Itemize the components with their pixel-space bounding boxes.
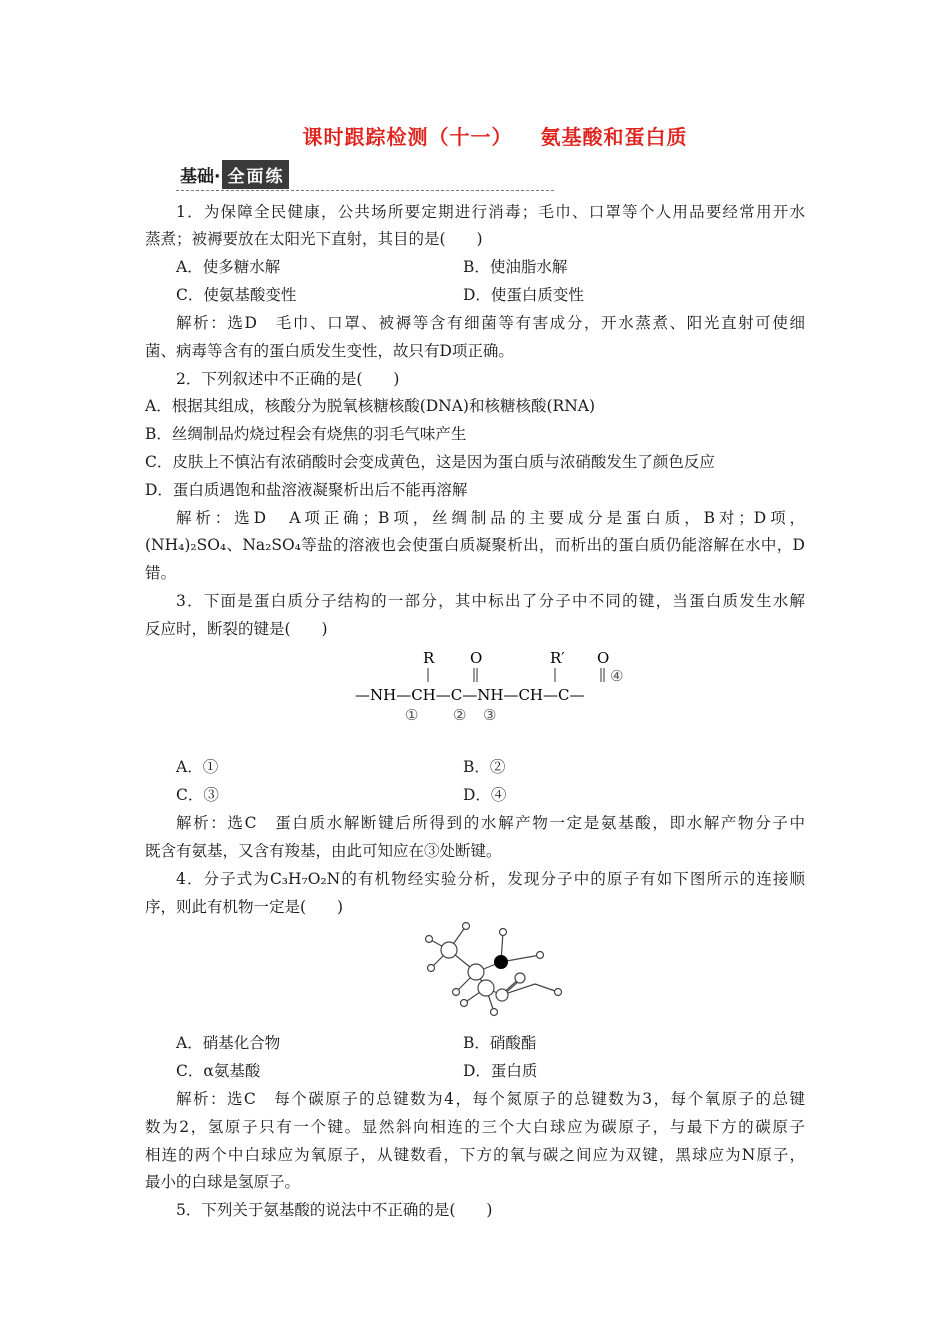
carbon-atom-2 — [468, 964, 484, 980]
q2-option-b: B．丝绸制品灼烧过程会有烧焦的羽毛气味产生 — [145, 425, 467, 443]
section-divider — [176, 190, 554, 191]
q2-solution-line3: 错。 — [145, 564, 177, 582]
carbon-atom-1 — [441, 942, 457, 958]
q1-option-a: A．使多糖水解 — [176, 258, 281, 276]
molecule-ball-model — [418, 920, 568, 1020]
hydrogen-atom-4 — [453, 989, 460, 996]
substituent-r-prime: R′ — [550, 649, 565, 667]
page-title — [0, 121, 950, 150]
title-part2: 氨基酸和蛋白质 — [540, 125, 688, 149]
oxygen-atom-2 — [515, 973, 525, 983]
section-heading — [180, 160, 289, 188]
q3-stem-line1: 3．下面是蛋白质分子结构的一部分，其中标出了分子中不同的键，当蛋白质发生水解 — [176, 592, 805, 610]
q4-stem-line2: 序，则此有机物一定是( ) — [145, 898, 344, 916]
bond-marker-4: ④ — [610, 667, 624, 685]
title-part1: 课时跟踪检测（十一） — [302, 125, 513, 149]
bond-marker-3: ③ — [483, 706, 497, 724]
section-label: 基础· — [180, 166, 221, 187]
q2-stem: 2．下列叙述中不正确的是( ) — [176, 370, 400, 388]
hydrogen-atom-6 — [537, 952, 544, 959]
q1-stem-line2: 蒸煮；被褥要放在太阳光下直射，其目的是( ) — [145, 230, 483, 248]
hydrogen-atom-1 — [426, 936, 433, 943]
hydrogen-atom-2 — [428, 965, 435, 972]
q3-option-b: B．② — [463, 758, 506, 776]
q1-option-d: D．使蛋白质变性 — [463, 286, 584, 304]
hydrogen-atom-9 — [555, 989, 562, 996]
carbonyl-oxygen-1: O — [470, 649, 483, 667]
q4-option-a: A．硝基化合物 — [176, 1034, 281, 1052]
q1-option-c: C．使氨基酸变性 — [176, 286, 297, 304]
bond-marker-1: ① — [405, 706, 419, 724]
hydrogen-atom-8 — [491, 1009, 498, 1016]
q3-option-a: A．① — [176, 758, 219, 776]
section-badge: 全面练 — [222, 160, 289, 189]
q3-stem-line2: 反应时，断裂的键是( ) — [145, 620, 328, 638]
q4-solution-line3: 相连的两个中白球应为氧原子，从键数看，下方的氧与碳之间应为双键，黑球应为N原子， — [145, 1146, 805, 1164]
q1-option-b: B．使油脂水解 — [463, 258, 568, 276]
q1-solution-line1: 解析：选D 毛巾、口罩、被褥等含有细菌等有害成分，开水蒸煮、阳光直射可使细 — [176, 314, 805, 332]
q1-solution-line2: 菌、病毒等含有的蛋白质发生变性，故只有D项正确。 — [145, 342, 514, 360]
substituent-r: R — [423, 649, 435, 667]
q4-solution-line2: 数为2，氢原子只有一个键。显然斜向相连的三个大白球应为碳原子，与最下方的碳原子 — [145, 1118, 805, 1136]
main-chain: —NH—CH—C—NH—CH—C— — [355, 686, 585, 704]
bond-marker-2: ② — [453, 706, 467, 724]
q2-solution-line2: (NH₄)₂SO₄、Na₂SO₄等盐的溶液也会使蛋白质凝聚析出，而析出的蛋白质仍能溶解在水中，D — [145, 536, 805, 554]
q4-option-c: C．α氨基酸 — [176, 1062, 261, 1080]
q2-solution-line1: 解析：选D A项正确；B项，丝绸制品的主要成分是蛋白质，B对；D项， — [176, 509, 805, 527]
q4-option-b: B．硝酸酯 — [463, 1034, 537, 1052]
oxygen-atom-1 — [496, 989, 508, 1001]
q4-stem-line1: 4．分子式为C₃H₇O₂N的有机物经实验分析，发现分子中的原子有如下图所示的连接顺 — [176, 870, 805, 888]
q4-option-d: D．蛋白质 — [463, 1062, 538, 1080]
q5-stem: 5．下列关于氨基酸的说法中不正确的是( ) — [176, 1201, 493, 1219]
q2-option-d: D．蛋白质遇饱和盐溶液凝聚析出后不能再溶解 — [145, 481, 468, 499]
peptide-chain-diagram — [340, 645, 640, 725]
q4-solution-line1: 解析：选C 每个碳原子的总键数为4，每个氮原子的总键数为3，每个氧原子的总键 — [176, 1090, 805, 1108]
q3-option-d: D．④ — [463, 786, 507, 804]
q3-solution-line2: 既含有氨基，又含有羧基，由此可知应在③处断键。 — [145, 842, 502, 860]
nitrogen-atom — [495, 956, 508, 969]
q1-stem-line1: 1．为保障全民健康，公共场所要定期进行消毒；毛巾、口罩等个人用品要经常用开水 — [176, 203, 805, 221]
carbon-atom-3 — [478, 980, 494, 996]
q4-solution-line4: 最小的白球是氢原子。 — [145, 1173, 301, 1191]
q3-solution-line1: 解析：选C 蛋白质水解断键后所得到的水解产物一定是氨基酸，即水解产物分子中 — [176, 814, 805, 832]
q3-option-c: C．③ — [176, 786, 219, 804]
q2-option-a: A．根据其组成，核酸分为脱氧核糖核酸(DNA)和核糖核酸(RNA) — [145, 397, 595, 415]
hydrogen-atom-5 — [500, 929, 507, 936]
hydrogen-atom-7 — [461, 1000, 468, 1007]
hydrogen-atom-3 — [463, 923, 470, 930]
q2-option-c: C．皮肤上不慎沾有浓硝酸时会变成黄色，这是因为蛋白质与浓硝酸发生了颜色反应 — [145, 453, 715, 471]
carbonyl-oxygen-2: O — [597, 649, 610, 667]
